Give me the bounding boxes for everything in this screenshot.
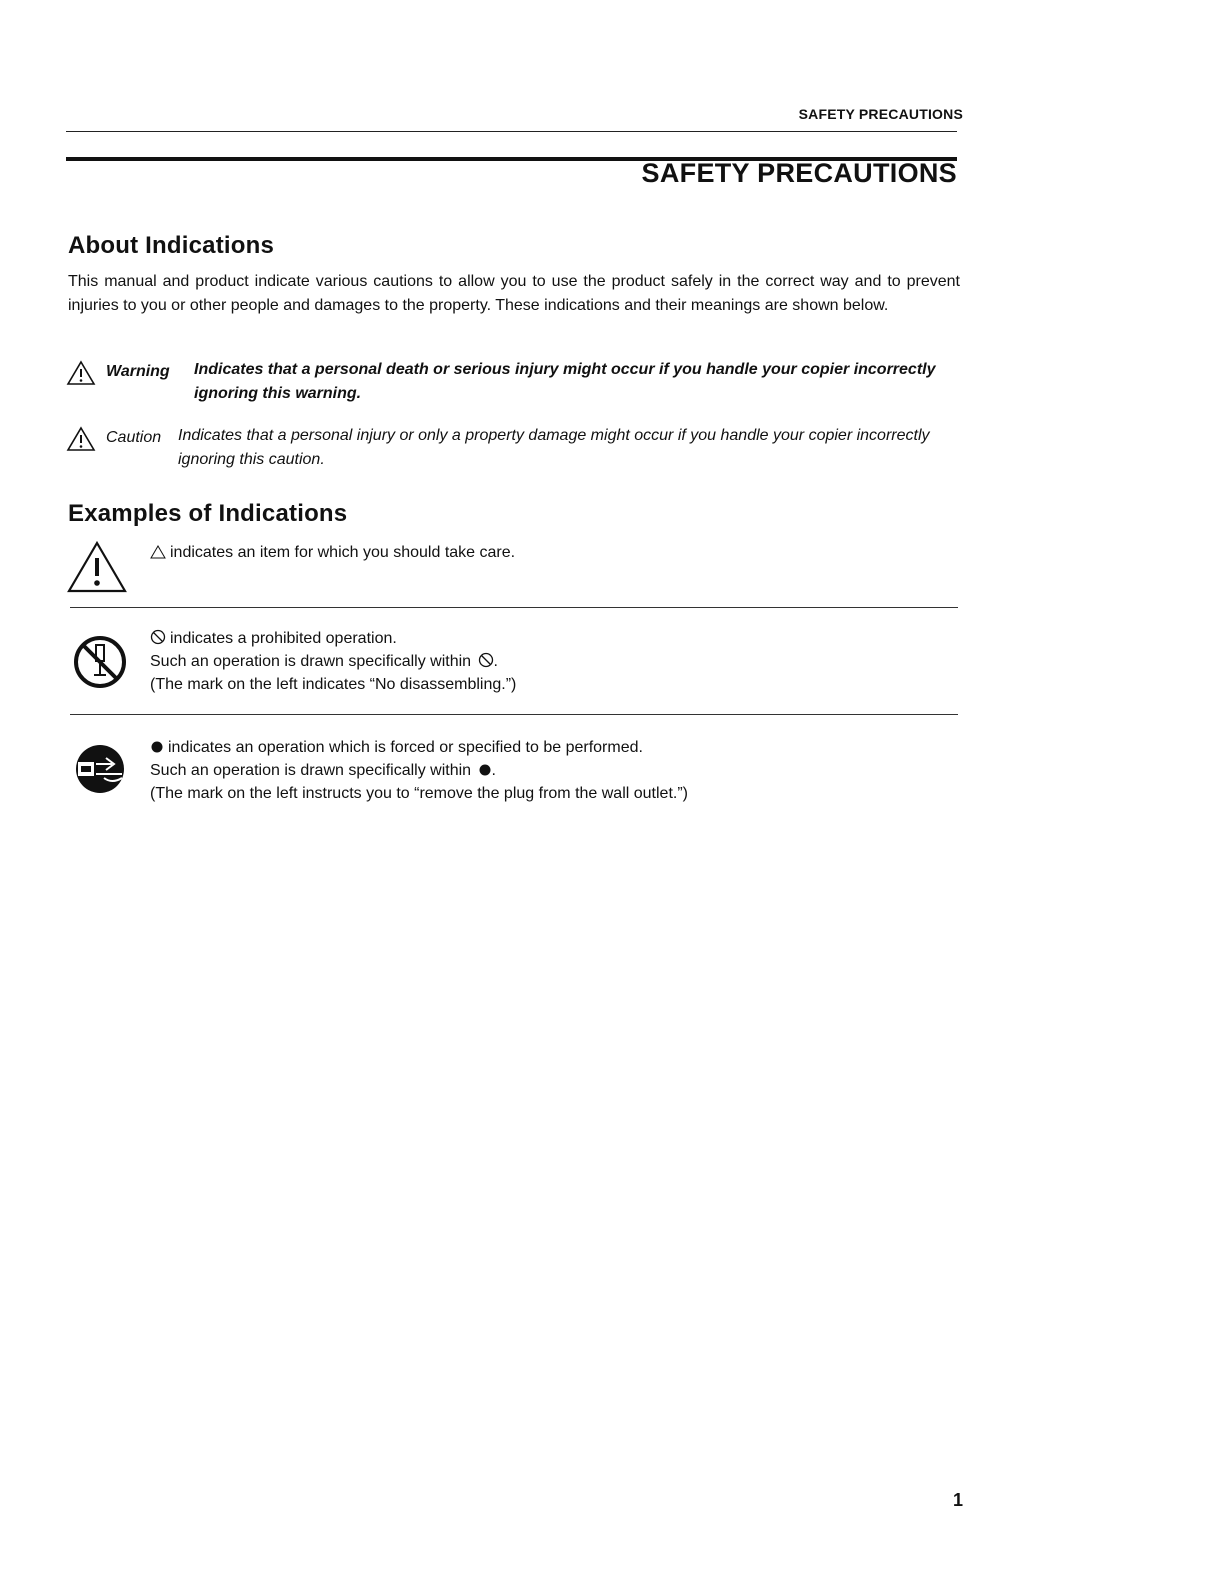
small-triangle-icon	[150, 544, 166, 559]
page-number: 1	[953, 1490, 964, 1510]
mandatory-line-3: (The mark on the left instructs you to “remove the plug from the wall outlet.”)	[150, 785, 688, 802]
example-divider	[70, 607, 958, 608]
about-body: This manual and product indicate various cautions to allow you to use the product safely in the correct way and to prevent injuries to you or other people and damages to the property. These indications and their meanings are shown below.	[68, 273, 960, 314]
caution-triangle-icon	[66, 426, 96, 452]
caution-text: Indicates that a personal injury or only a property damage might occur if you handle your copier incorrectly ignoring this caution.	[178, 427, 930, 468]
warning-label: Warning	[106, 363, 170, 380]
no-disassembly-icon	[72, 634, 128, 690]
about-heading: About Indications	[68, 232, 275, 259]
prohibited-line-1: indicates a prohibited operation.	[170, 630, 397, 647]
warning-triangle-icon	[66, 540, 128, 594]
caution-label: Caution	[106, 429, 162, 446]
prohibited-line-3: (The mark on the left indicates “No disassembling.”)	[150, 676, 517, 693]
prohibited-line-2-row: Such an operation is drawn specifically within .	[150, 653, 498, 670]
warning-text: Indicates that a personal death or serious injury might occur if you handle your copier incorrectly ignoring this warning.	[194, 361, 936, 402]
filled-circle-icon	[478, 763, 492, 777]
care-example-text	[150, 541, 930, 564]
filled-circle-icon	[150, 740, 164, 754]
page-title: SAFETY PRECAUTIONS	[641, 158, 957, 188]
mandatory-line-1: indicates an operation which is forced or specified to be performed.	[168, 739, 643, 756]
mandatory-line-2-row: Such an operation is drawn specifically within .	[150, 762, 496, 779]
warning-triangle-icon	[66, 360, 96, 386]
prohibition-symbol-icon	[478, 652, 494, 668]
prohibited-line-1-row	[150, 627, 930, 650]
prohibited-line-2: Such an operation is drawn specifically within	[150, 653, 472, 670]
mandatory-line-1-row	[150, 736, 930, 759]
warning-indication	[66, 360, 962, 410]
prohibited-example-text	[150, 627, 930, 696]
mandatory-example-text	[150, 736, 930, 805]
care-line-1: indicates an item for which you should take care.	[170, 544, 516, 561]
examples-heading: Examples of Indications	[68, 500, 348, 527]
unplug-icon	[76, 742, 128, 796]
header-rule	[66, 131, 957, 132]
prohibition-symbol-icon	[150, 629, 166, 645]
caution-indication	[66, 426, 962, 476]
example-divider	[70, 714, 958, 715]
running-head: SAFETY PRECAUTIONS	[798, 106, 963, 122]
mandatory-line-2: Such an operation is drawn specifically within	[150, 762, 472, 779]
